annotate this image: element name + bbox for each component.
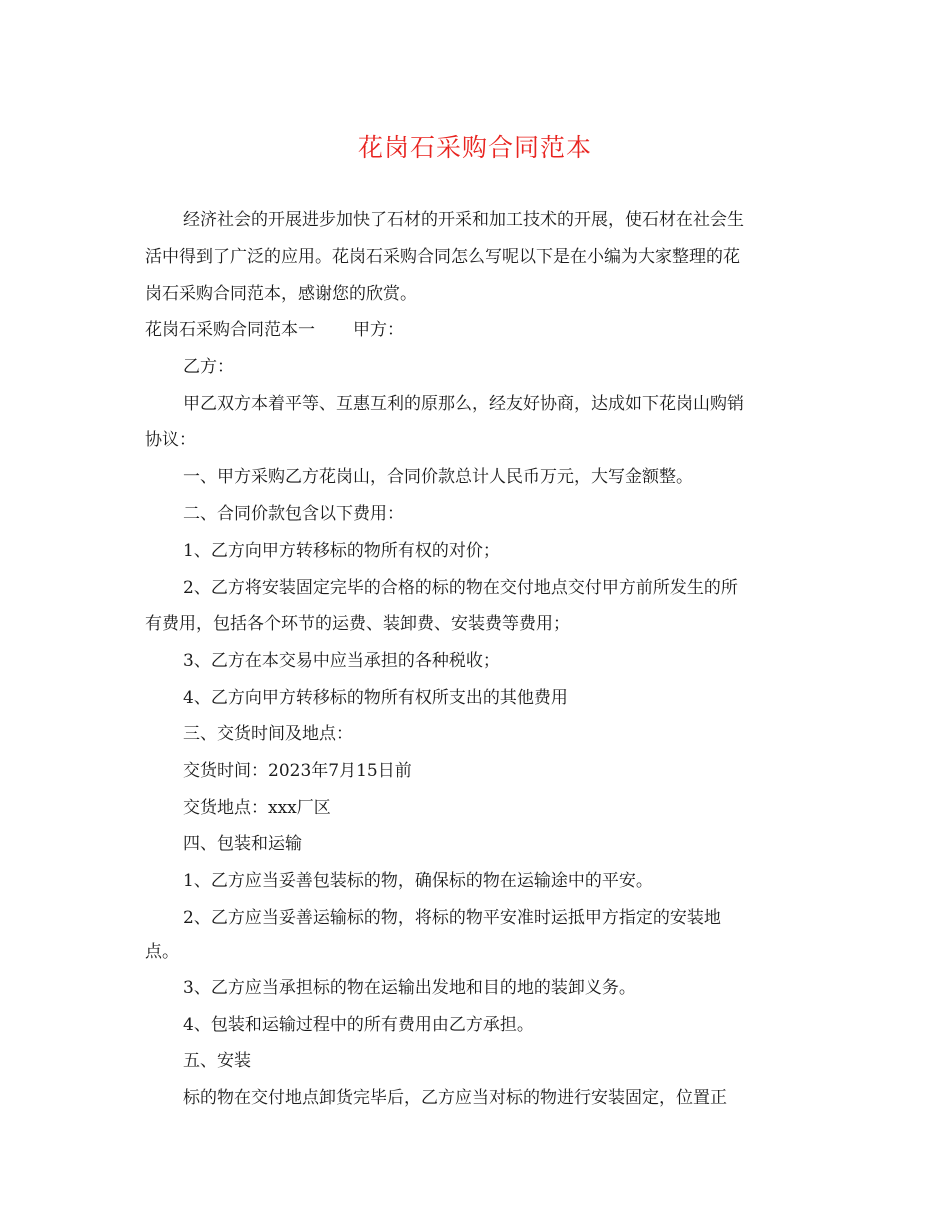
clause-line: 3、乙方应当承担标的物在运输出发地和目的地的装卸义务。 <box>183 978 636 998</box>
paragraph-line: 协议： <box>145 430 196 450</box>
clause-line: 4、包装和运输过程中的所有费用由乙方承担。 <box>183 1015 534 1035</box>
contract-heading: 花岗石采购合同范本一 <box>145 320 315 340</box>
party-a-label: 甲方： <box>353 320 404 340</box>
clause-line: 五、安装 <box>183 1051 251 1071</box>
paragraph-line: 活中得到了广泛的应用。花岗石采购合同怎么写呢以下是在小编为大家整理的花 <box>145 247 740 267</box>
clause-line: 1、乙方应当妥善包装标的物，确保标的物在运输途中的平安。 <box>183 871 653 891</box>
paragraph-line: 经济社会的开展进步加快了石材的开采和加工技术的开展，使石材在社会生 <box>183 210 744 230</box>
clause-line: 有费用，包括各个环节的运费、装卸费、安装费等费用； <box>145 614 570 634</box>
section-heading-line <box>145 318 404 342</box>
clause-line: 点。 <box>145 942 179 962</box>
clause-line: 二、合同价款包含以下费用： <box>183 504 404 524</box>
clause-line: 2、乙方将安装固定完毕的合格的标的物在交付地点交付甲方前所发生的所 <box>183 578 738 598</box>
clause-line: 三、交货时间及地点： <box>183 724 353 744</box>
clause-line: 1、乙方向甲方转移标的物所有权的对价； <box>183 541 500 561</box>
clause-line: 标的物在交付地点卸货完毕后，乙方应当对标的物进行安装固定，位置正 <box>183 1088 727 1108</box>
paragraph-line: 岗石采购合同范本，感谢您的欣赏。 <box>145 284 417 304</box>
party-b-label: 乙方： <box>183 357 234 377</box>
clause-line: 交货地点：xxx厂区 <box>183 798 331 818</box>
clause-line: 2、乙方应当妥善运输标的物，将标的物平安准时运抵甲方指定的安装地 <box>183 908 721 928</box>
clause-line: 4、乙方向甲方转移标的物所有权所支出的其他费用 <box>183 688 568 708</box>
clause-line: 四、包装和运输 <box>183 834 302 854</box>
document-title: 花岗石采购合同范本 <box>357 133 592 162</box>
paragraph-line: 甲乙双方本着平等、互惠互利的原那么，经友好协商，达成如下花岗山购销 <box>183 394 744 414</box>
clause-line: 一、甲方采购乙方花岗山，合同价款总计人民币万元，大写金额整。 <box>183 467 693 487</box>
clause-line: 交货时间：2023年7月15日前 <box>183 761 412 781</box>
clause-line: 3、乙方在本交易中应当承担的各种税收； <box>183 651 500 671</box>
